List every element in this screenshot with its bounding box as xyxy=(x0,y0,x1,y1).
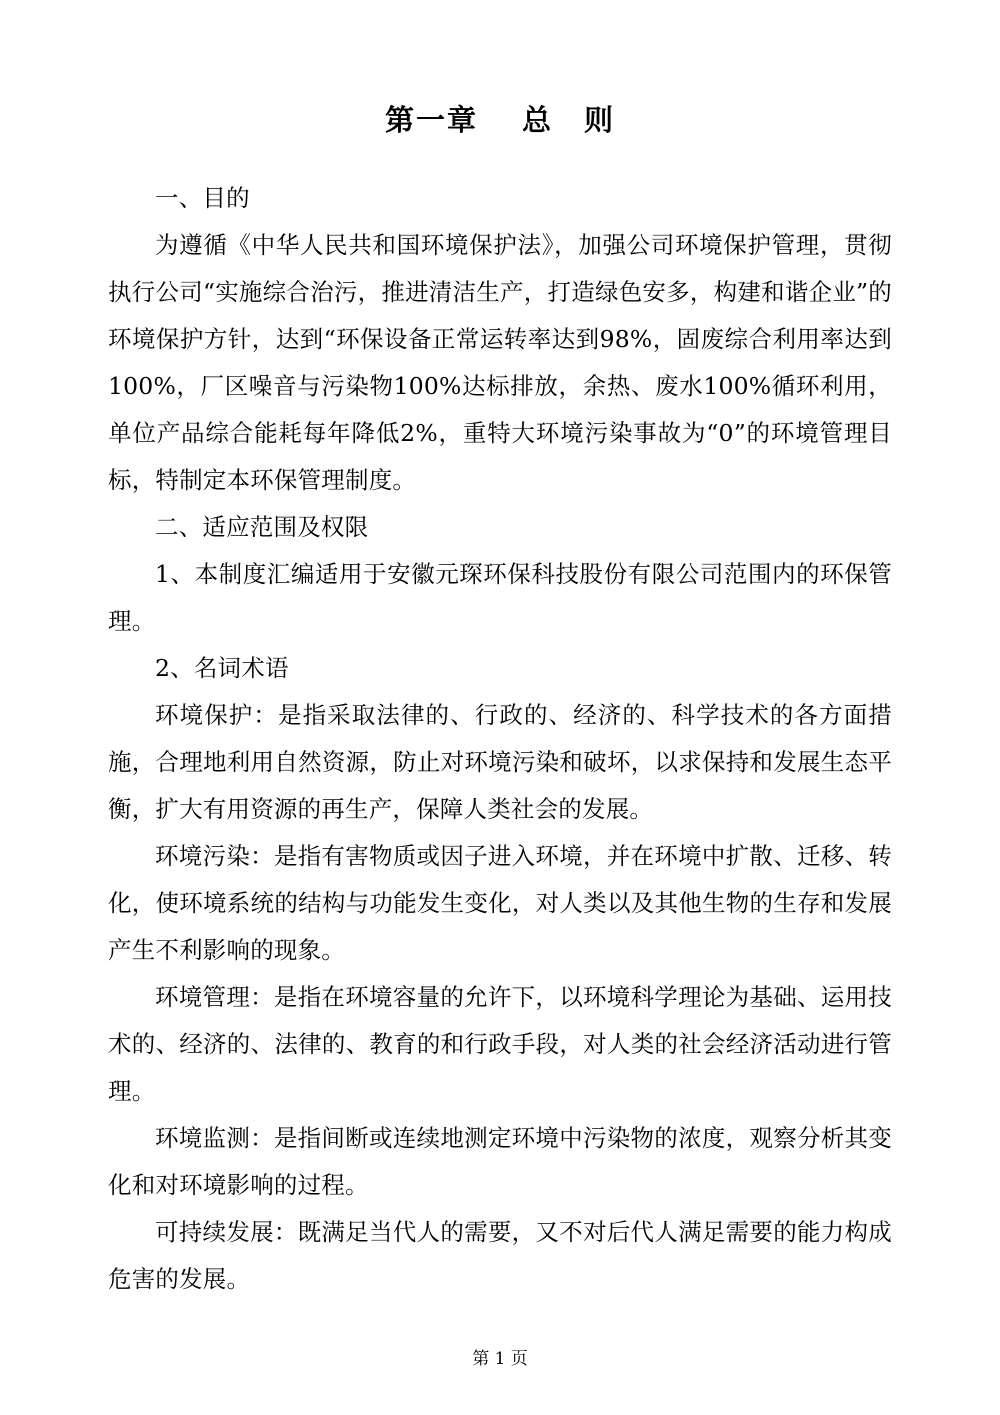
body-paragraph: 1、本制度汇编适用于安徽元琛环保科技股份有限公司范围内的环保管理。 xyxy=(108,559,892,635)
body-paragraph: 环境保护：是指采取法律的、行政的、经济的、科学技术的各方面措施，合理地利用自然资源，防止对环境污染和破坏，以求保持和发展生态平衡，扩大有用资源的再生产，保障人类社会的发展。 xyxy=(108,700,892,823)
body-paragraph: 环境监测：是指间断或连续地测定环境中污染物的浓度，观察分析其变化和对环境影响的过程。 xyxy=(108,1123,892,1199)
page-title xyxy=(108,100,892,141)
section-heading: 2、名词术语 xyxy=(155,653,289,682)
page-title-prefix: 第一章 xyxy=(384,103,478,137)
section-heading: 二、适应范围及权限 xyxy=(155,512,369,541)
body-paragraph: 环境管理：是指在环境容量的允许下，以环境科学理论为基础、运用技术的、经济的、法律的、教育的和行政手段，对人类的社会经济活动进行管理。 xyxy=(108,982,892,1105)
body-paragraph: 为遵循《中华人民共和国环境保护法》，加强公司环境保护管理，贯彻执行公司“实施综合治污，推进清洁生产，打造绿色安多，构建和谐企业”的环境保护方针，达到“环保设备正常运转率达到98%，固废综合利用率达到100%，厂区噪音与污染物100%达标排放，余热、废水100%循环利用，单位产品综合能耗每年降低2%，重特大环境污染事故为“0”的环境管理目标，特制定本环保管理制度。 xyxy=(108,230,892,494)
page-footer: 第 1 页 xyxy=(472,1349,528,1369)
section-heading: 一、目的 xyxy=(155,183,250,212)
body-paragraph: 可持续发展：既满足当代人的需要，又不对后代人满足需要的能力构成危害的发展。 xyxy=(108,1217,892,1293)
document-body xyxy=(108,175,892,1303)
page-title-suffix: 总 则 xyxy=(522,103,616,137)
body-paragraph: 环境污染：是指有害物质或因子进入环境，并在环境中扩散、迁移、转化，使环境系统的结构与功能发生变化，对人类以及其他生物的生存和发展产生不利影响的现象。 xyxy=(108,841,892,964)
